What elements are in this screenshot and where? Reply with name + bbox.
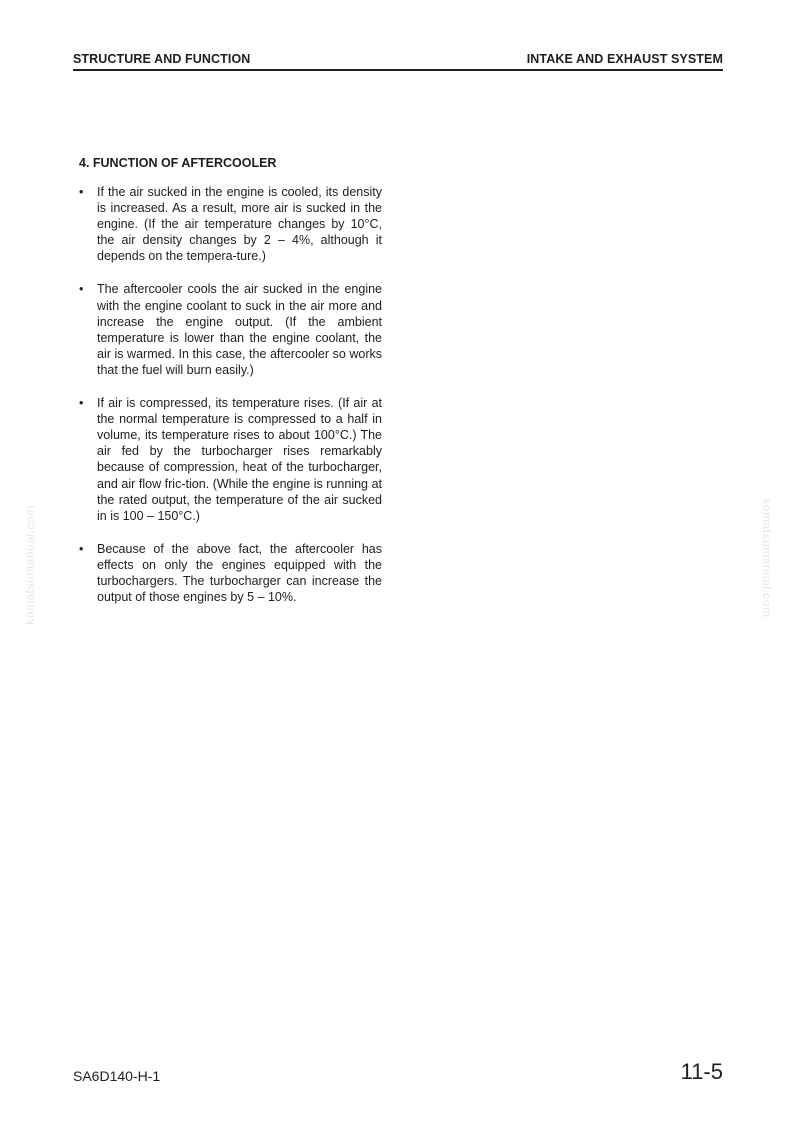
watermark-right: komatsumanual.com — [760, 498, 774, 618]
bullet-marker: • — [79, 282, 84, 297]
bullet-marker: • — [79, 185, 84, 199]
watermark-left: komatsumanual.com — [23, 505, 37, 625]
header-divider — [73, 69, 723, 71]
list-item — [79, 541, 382, 605]
list-item-text: The aftercooler cools the air sucked in the engine with the engine coolant to suck in the air more and increase the engine output. (If the ambient temperature is lower than the engine coolant, the air is warmed. In this case, the aftercooler so works that the fuel will burn easily.) — [97, 282, 382, 377]
page-header — [73, 52, 723, 68]
list-item-text: Because of the above fact, the aftercooler has effects on only the engines equipped with the turbochargers. The turbocharger can increase the output of those engines by 5 – 10%. — [97, 541, 382, 605]
bullet-list — [79, 184, 382, 605]
list-item-text: If air is compressed, its temperature rises. (If air at the normal temperature is compressed to a half in volume, its temperature rises to about 100°C.) The air fed by the turbocharger rises remarkably because of compression, heat of the turbocharger, and air flow fric-tion. (While the engine is running at the rated output, the temperature of the air sucked in is 100 – 150°C.) — [97, 396, 382, 523]
bullet-marker: • — [79, 396, 84, 411]
list-item — [79, 184, 382, 264]
list-item — [79, 395, 382, 524]
footer-model-code: SA6D140-H-1 — [73, 1068, 161, 1084]
header-section-title: STRUCTURE AND FUNCTION — [73, 52, 251, 66]
list-item-text: If the air sucked in the engine is cooled, its density is increased. As a result, more air is sucked in the engine. (If the air temperature changes by 10°C, the air density changes by 2 – 4%, although it depends on the tempera-ture.) — [97, 185, 382, 264]
list-item — [79, 281, 382, 378]
header-chapter-title: INTAKE AND EXHAUST SYSTEM — [526, 52, 723, 66]
footer-page-number: 11-5 — [680, 1059, 723, 1084]
aftercooler-section — [79, 156, 382, 622]
bullet-marker: • — [79, 541, 84, 556]
section-title: 4. FUNCTION OF AFTERCOOLER — [79, 156, 277, 170]
